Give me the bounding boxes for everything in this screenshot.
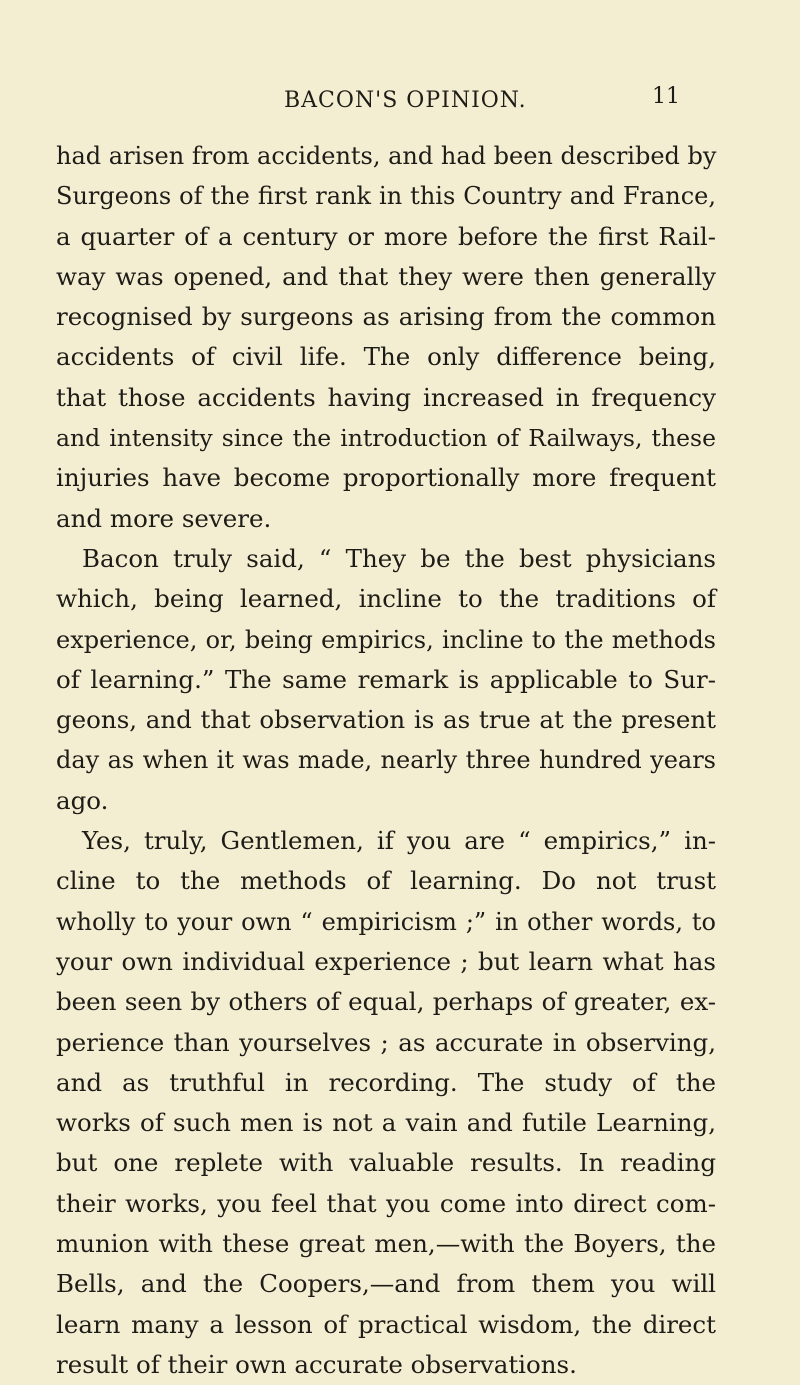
text-line: learn many a lesson of practical wisdom, the direct xyxy=(56,1309,716,1339)
page-number: 11 xyxy=(652,84,680,109)
text-line: perience than yourselves ; as accurate in observing, xyxy=(56,1027,716,1057)
text-line: been seen by others of equal, perhaps of greater, ex- xyxy=(56,987,716,1017)
text-line: Yes, truly, Gentlemen, if you are “ empirics,” in- xyxy=(82,826,716,856)
body-text xyxy=(56,136,716,1385)
text-line: Bells, and the Coopers,—and from them you will xyxy=(56,1269,716,1299)
text-line: munion with these great men,—with the Boyers, the xyxy=(56,1229,716,1259)
text-line: way was opened, and that they were then generally xyxy=(56,261,716,291)
text-line: and as truthful in recording. The study of the xyxy=(56,1067,716,1097)
text-line: accidents of civil life. The only difference being, xyxy=(56,342,716,372)
text-line: experience, or, being empirics, incline to the methods xyxy=(56,625,716,654)
text-line: wholly to your own “ empiricism ;” in other words, to xyxy=(56,907,716,936)
text-line: cline to the methods of learning. Do not trust xyxy=(56,866,716,896)
text-line: but one replete with valuable results. In reading xyxy=(56,1148,716,1178)
text-line: had arisen from accidents, and had been described by xyxy=(56,142,717,170)
text-line: and intensity since the introduction of Railways, these xyxy=(56,424,716,453)
text-line: your own individual experience ; but learn what has xyxy=(56,946,716,976)
text-line: result of their own accurate observations. xyxy=(56,1349,577,1379)
text-line: of learning.” The same remark is applicable to Sur- xyxy=(56,664,716,694)
text-line: a quarter of a century or more before the first Rail- xyxy=(56,221,716,251)
paragraph xyxy=(56,539,716,821)
text-line: that those accidents having increased in frequency xyxy=(56,382,716,412)
text-line: and more severe. xyxy=(56,503,272,533)
text-line: their works, you feel that you come into direct com- xyxy=(56,1188,716,1218)
text-line: geons, and that observation is as true at the present xyxy=(56,705,716,735)
text-line: recognised by surgeons as arising from the common xyxy=(56,302,716,332)
running-title: BACON'S OPINION. xyxy=(284,88,527,113)
text-line: Bacon truly said, “ They be the best physicians xyxy=(82,543,716,573)
text-line: Surgeons of the first rank in this Country and France, xyxy=(56,182,716,211)
text-line: ago. xyxy=(56,785,109,815)
text-line: works of such men is not a vain and futile Learning, xyxy=(56,1108,716,1138)
text-line: which, being learned, incline to the traditions of xyxy=(56,584,716,614)
text-line: day as when it was made, nearly three hundred years xyxy=(56,746,716,775)
paragraph xyxy=(56,136,716,539)
running-head xyxy=(0,84,800,124)
text-line: injuries have become proportionally more frequent xyxy=(56,463,716,493)
paragraph xyxy=(56,821,716,1385)
